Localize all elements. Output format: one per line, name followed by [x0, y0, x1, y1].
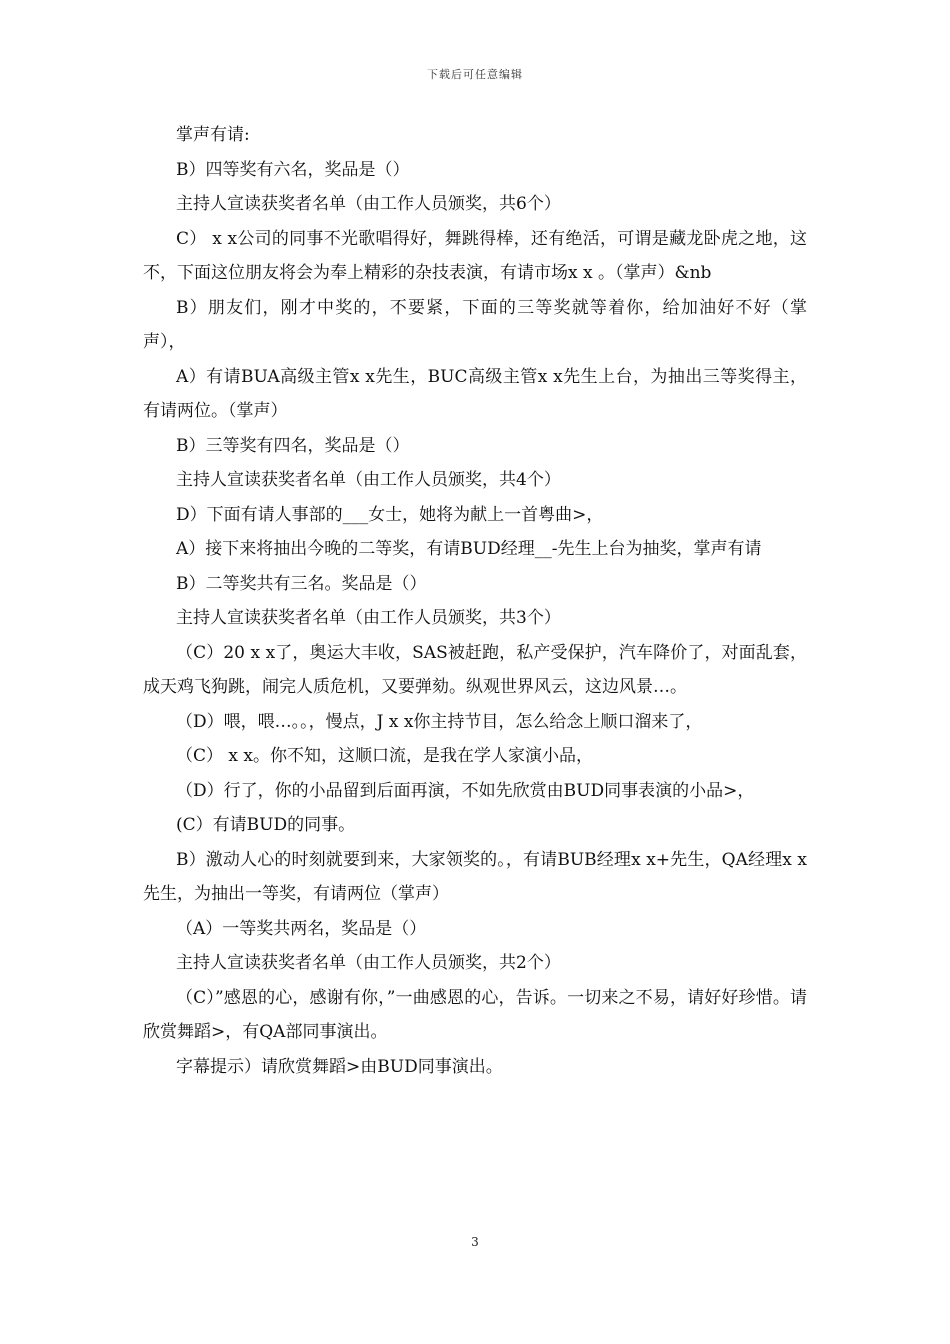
paragraph: （A）一等奖共两名，奖品是（）: [176, 918, 427, 939]
paragraph: 主持人宣读获奖者名单（由工作人员颁奖，共3个）: [176, 608, 561, 628]
paragraph: B）三等奖有四名，奖品是（）: [176, 435, 410, 456]
paragraph: C） x x公司的同事不光歌唱得好，舞跳得棒，还有绝活，可谓是藏龙卧虎之地，这不，下面这位朋友将会为奉上精彩的杂技表演，有请市场x x 。（掌声）&nb: [143, 228, 807, 283]
paragraph: 主持人宣读获奖者名单（由工作人员颁奖，共2个）: [176, 953, 561, 973]
paragraph: 主持人宣读获奖者名单（由工作人员颁奖，共4个）: [176, 470, 561, 490]
paragraph: B）二等奖共有三名。奖品是（）: [176, 573, 427, 594]
paragraph: （D）喂，喂…。。，慢点，J x x你主持节目，怎么给念上顺口溜来了，: [176, 711, 703, 732]
paragraph: （C）20 x x了，奥运大丰收，SAS被赶跑，私产受保护，汽车降价了，对面乱套，成天鸡飞狗跳，闹完人质危机，又要弹劾。纵观世界风云，这边风景…。: [143, 642, 807, 697]
document-body: [143, 118, 807, 1084]
paragraph: B）激动人心的时刻就要到来，大家领奖的。，有请BUB经理x x+先生，QA经理x x先生，为抽出一等奖，有请两位（掌声）: [143, 849, 807, 904]
paragraph: （D）行了，你的小品留到后面再演，不如先欣赏由BUD同事表演的小品>，: [176, 780, 755, 801]
paragraph: 主持人宣读获奖者名单（由工作人员颁奖，共6个）: [176, 194, 561, 214]
paragraph: （C）”感恩的心，感谢有你，”一曲感恩的心，告诉。一切来之不易，请好好珍惜。请欣赏舞蹈>，有QA部同事演出。: [143, 987, 807, 1042]
paragraph: （C） x x。你不知，这顺口流，是我在学人家演小品，: [176, 746, 593, 766]
paragraph: B）朋友们，刚才中奖的，不要紧，下面的三等奖就等着你，给加油好不好（掌声），: [143, 297, 807, 352]
page-header: 下载后可任意编辑: [427, 68, 523, 81]
paragraph: A）有请BUA高级主管x x先生，BUC高级主管x x先生上台，为抽出三等奖得主，有请两位。（掌声）: [143, 366, 807, 421]
paragraph: 掌声有请:: [176, 125, 250, 145]
paragraph: A）接下来将抽出今晚的二等奖，有请BUD经理__-先生上台为抽奖，掌声有请: [176, 539, 762, 559]
paragraph: 字幕提示）请欣赏舞蹈>由BUD同事演出。: [176, 1056, 503, 1077]
page-number: 3: [471, 1235, 479, 1249]
paragraph: (C）有请BUD的同事。: [176, 815, 356, 835]
paragraph: D）下面有请人事部的___女士，她将为献上一首粤曲>，: [176, 504, 604, 525]
paragraph: B）四等奖有六名，奖品是（）: [176, 159, 410, 180]
